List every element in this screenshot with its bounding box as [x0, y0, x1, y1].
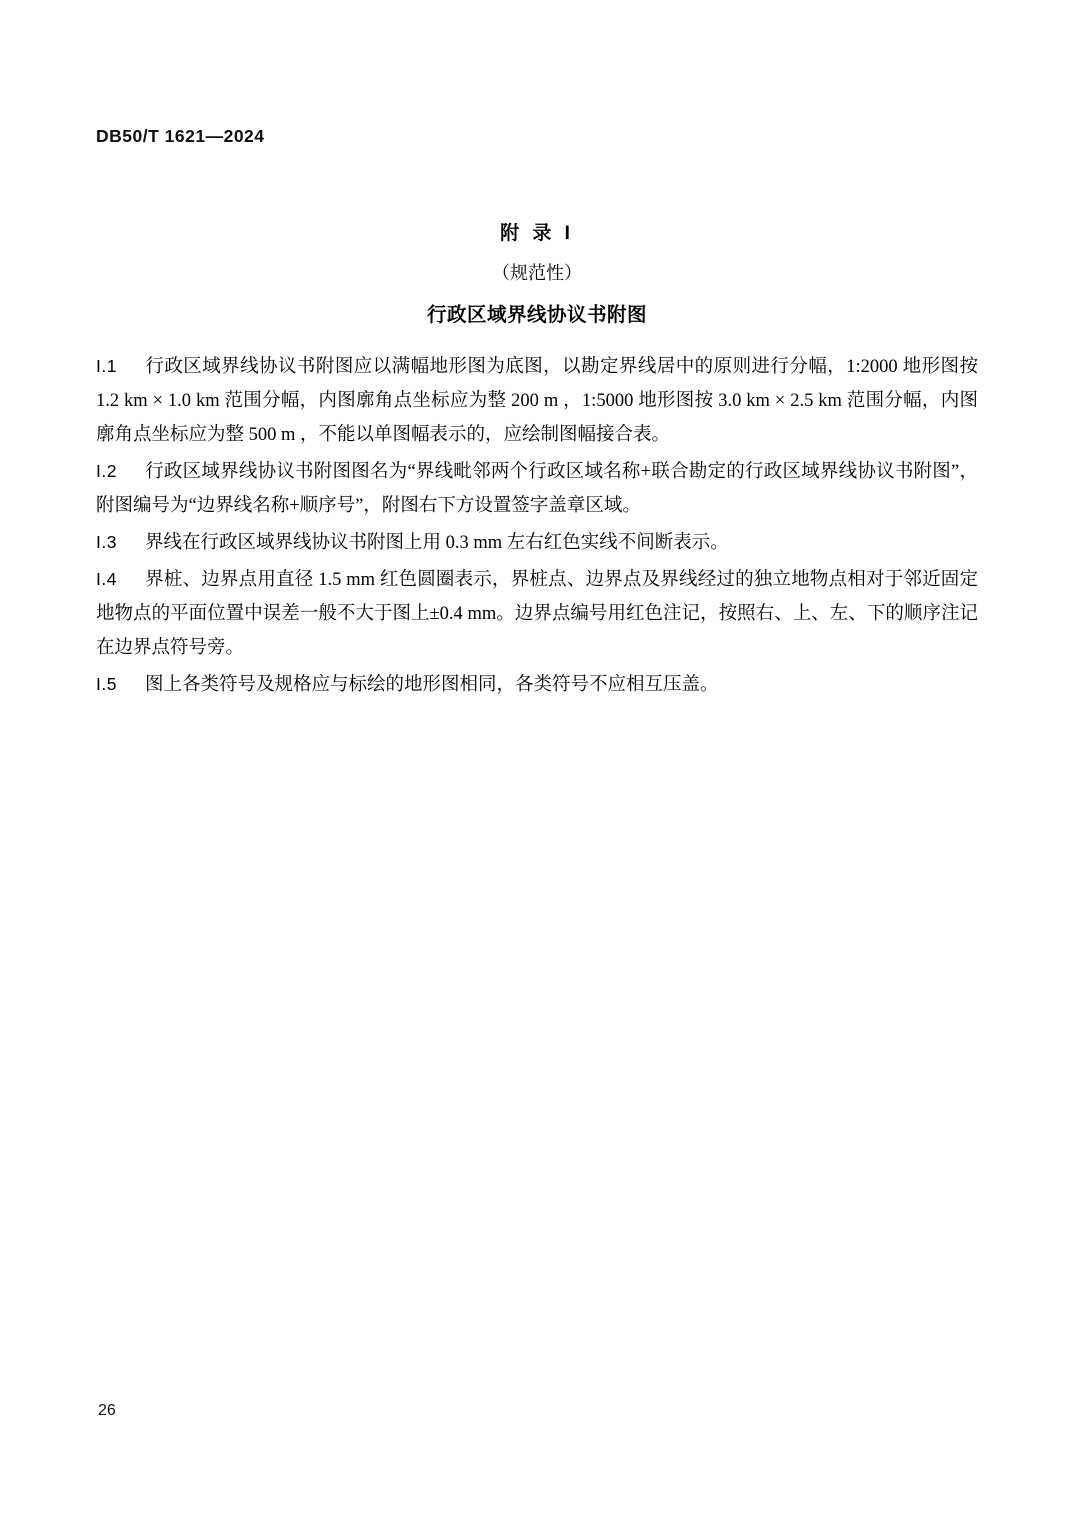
clause-text: 图上各类符号及规格应与标绘的地形图相同，各类符号不应相互压盖。 — [144, 675, 719, 695]
clause-text: 界桩、边界点用直径 1.5 mm 红色圆圈表示，界桩点、边界点及界线经过的独立地物点相对于邻近固定地物点的平面位置中误差一般不大于图上±0.4 mm。边界点编号用红色注记，按照右、上、左、下的顺序注记在边界点符号旁。 — [96, 570, 978, 658]
clause-item — [96, 454, 978, 523]
clause-number: I.5 — [96, 674, 117, 694]
page-content — [96, 218, 978, 704]
clause-text: 行政区域界线协议书附图图名为“界线毗邻两个行政区域名称+联合勘定的行政区域界线协议书附图”，附图编号为“边界线名称+顺序号”，附图右下方设置签字盖章区域。 — [96, 462, 978, 516]
page-header-standard-number: DB50/T 1621—2024 — [96, 126, 265, 146]
page-number: 26 — [98, 1402, 116, 1419]
clause-number: I.1 — [96, 356, 117, 376]
clause-number: I.4 — [96, 569, 117, 589]
clause-item — [96, 349, 978, 452]
annex-type: （规范性） — [492, 263, 582, 283]
annex-name: 行政区域界线协议书附图 — [426, 304, 647, 326]
clause-item — [96, 667, 978, 702]
clause-number: I.2 — [96, 461, 117, 481]
clause-text: 行政区域界线协议书附图应以满幅地形图为底图，以勘定界线居中的原则进行分幅，1:2000 地形图按 1.2 km × 1.0 km 范围分幅，内图廓角点坐标应为整 200 m ，1:5000 地形图按 3.0 km × 2.5 km 范围分幅，内图廓角点坐标应为整 500 m ，不能以单图幅表示的，应绘制图幅接合表。 — [96, 357, 978, 445]
clause-text: 界线在行政区域界线协议书附图上用 0.3 mm 左右红色实线不间断表示。 — [144, 533, 729, 553]
clause-number: I.3 — [96, 532, 117, 552]
clause-item — [96, 562, 978, 665]
clause-item — [96, 525, 978, 560]
annex-title: 附 录 I — [500, 223, 574, 244]
